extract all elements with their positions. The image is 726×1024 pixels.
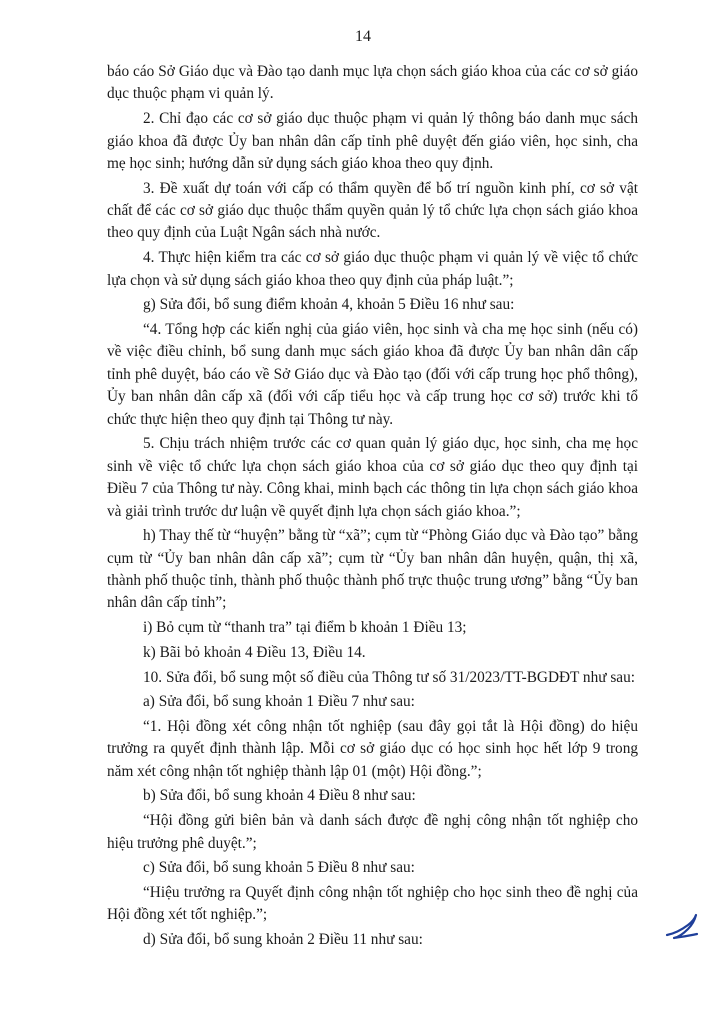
paragraph: a) Sửa đổi, bổ sung khoản 1 Điều 7 như sau:	[143, 693, 415, 711]
paragraph: “Hiệu trưởng ra Quyết định công nhận tốt nghiệp cho học sinh theo đề nghị của Hội đồng xét tốt nghiệp.”;	[107, 883, 638, 924]
paragraph: báo cáo Sở Giáo dục và Đào tạo danh mục lựa chọn sách giáo khoa của các cơ sở giáo dục thuộc phạm vi quản lý.	[107, 63, 638, 103]
paragraph: 2. Chỉ đạo các cơ sở giáo dục thuộc phạm vi quản lý thông báo danh mục sách giáo khoa đã được Ủy ban nhân dân cấp tỉnh phê duyệt đến giáo viên, học sinh, cha mẹ học sinh; hướng dẫn sử dụng sách giáo khoa theo quy định.	[107, 110, 638, 172]
page-number: 14	[355, 28, 371, 45]
paragraph: “Hội đồng gửi biên bản và danh sách được đề nghị công nhận tốt nghiệp cho hiệu trưởng phê duyệt.”;	[107, 812, 638, 852]
paragraph: “1. Hội đồng xét công nhận tốt nghiệp (sau đây gọi tắt là Hội đồng) do hiệu trưởng ra quyết định thành lập. Mỗi cơ sở giáo dục có học sinh học hết lớp 9 trong năm xét công nhận tốt nghiệp thành lập 01 (một) Hội đồng.”;	[107, 717, 638, 780]
paragraph: 10. Sửa đổi, bổ sung một số điều của Thông tư số 31/2023/TT-BGDĐT như sau:	[143, 668, 635, 686]
paragraph: 4. Thực hiện kiểm tra các cơ sở giáo dục thuộc phạm vi quản lý về việc tổ chức lựa chọn và sử dụng sách giáo khoa theo quy định của pháp luật.”;	[107, 249, 638, 289]
document-body	[107, 61, 638, 954]
paragraph: 5. Chịu trách nhiệm trước các cơ quan quản lý giáo dục, học sinh, cha mẹ học sinh về việc tổ chức lựa chọn sách giáo khoa của cơ sở giáo dục theo quy định tại Điều 7 của Thông tư này. Công khai, minh bạch các thông tin lựa chọn sách giáo khoa và giải trình trước dư luận về quyết định lựa chọn sách giáo khoa.”;	[107, 435, 638, 520]
paragraph: 3. Đề xuất dự toán với cấp có thẩm quyền để bố trí nguồn kinh phí, cơ sở vật chất để các cơ sở giáo dục thuộc thẩm quyền quản lý tổ chức lựa chọn sách giáo khoa theo quy định của Luật Ngân sách nhà nước.	[107, 179, 638, 242]
paragraph: i) Bỏ cụm từ “thanh tra” tại điểm b khoản 1 Điều 13;	[143, 619, 467, 637]
paragraph: c) Sửa đổi, bổ sung khoản 5 Điều 8 như sau:	[143, 859, 415, 877]
handwritten-initial-mark	[662, 912, 702, 942]
paragraph: h) Thay thế từ “huyện” bằng từ “xã”; cụm từ “Phòng Giáo dục và Đào tạo” bằng cụm từ “Ủy ban nhân dân cấp xã”; cụm từ “Ủy ban nhân dân huyện, quận, thị xã, thành phố thuộc tỉnh, thành phố thuộc thành phố trực thuộc trung ương” bằng “Ủy ban nhân dân cấp tỉnh”;	[107, 527, 638, 612]
paragraph: d) Sửa đổi, bổ sung khoản 2 Điều 11 như sau:	[143, 931, 423, 949]
paragraph: b) Sửa đổi, bổ sung khoản 4 Điều 8 như sau:	[143, 787, 416, 805]
paragraph: k) Bãi bỏ khoản 4 Điều 13, Điều 14.	[143, 643, 366, 661]
paragraph: “4. Tổng hợp các kiến nghị của giáo viên, học sinh và cha mẹ học sinh (nếu có) về việc điều chỉnh, bổ sung danh mục sách giáo khoa đã được Ủy ban nhân dân cấp tỉnh phê duyệt, báo cáo về Sở Giáo dục và Đào tạo (đối với cấp trung học phổ thông), Ủy ban nhân dân cấp xã (đối với cấp tiểu học và cấp trung học cơ sở) trước khi tổ chức thực hiện theo quy định tại Thông tư này.	[107, 320, 638, 428]
paragraph: g) Sửa đổi, bổ sung điểm khoản 4, khoản 5 Điều 16 như sau:	[143, 296, 515, 314]
